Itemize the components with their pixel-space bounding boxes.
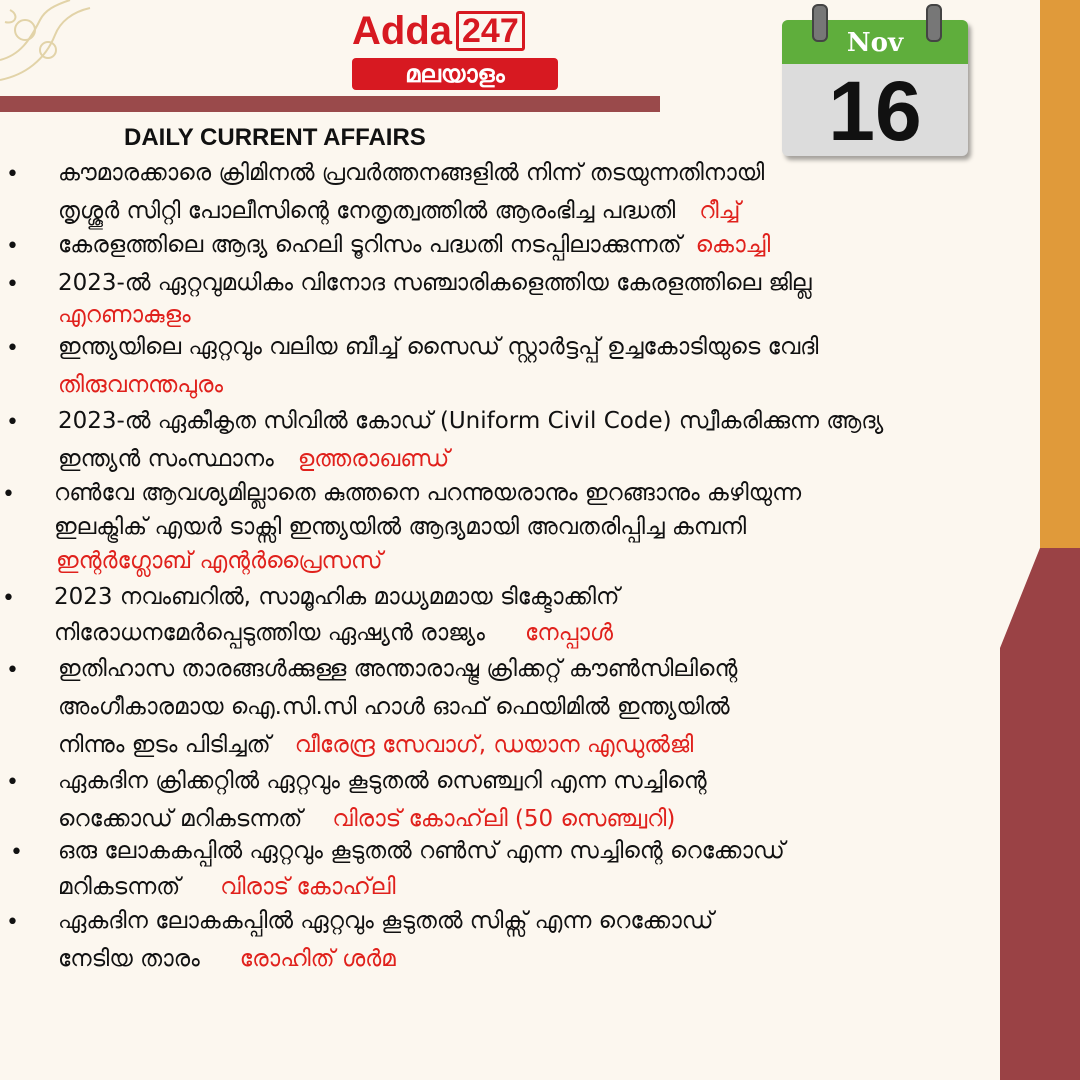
bullet: • <box>6 234 19 259</box>
question-line: അംഗീകാരമായ ഐ.സി.സി ഹാൾ ഓഫ് ഫെയിമിൽ ഇന്ത്യയിൽ <box>58 694 730 720</box>
question-text: നേടിയ താരം <box>58 946 200 972</box>
bullet: • <box>6 336 19 361</box>
calendar-month: Nov <box>782 20 968 64</box>
answer-text: നേപ്പാൾ <box>524 620 613 646</box>
question-text: ഇന്ത്യൻ സംസ്ഥാനം <box>58 446 274 472</box>
answer-text: ഉത്തരാഖണ്ഡ് <box>297 446 450 472</box>
question-line: ഇലക്ട്രിക് എയർ ടാക്സി ഇന്ത്യയിൽ ആദ്യമായി അവതരിപ്പിച്ച കമ്പനി <box>54 514 747 540</box>
question-line: ഇതിഹാസ താരങ്ങൾക്കുള്ള അന്താരാഷ്ട്ര ക്രിക്കറ്റ് കൗൺസിലിന്റെ <box>58 656 738 682</box>
calendar-icon <box>782 0 972 158</box>
question-text: റെക്കോഡ് മറികടന്നത് <box>58 806 303 832</box>
question-line <box>58 806 675 832</box>
question-line <box>58 446 449 472</box>
question-line: ഒരു ലോകകപ്പിൽ ഏറ്റവും കൂടുതൽ റൺസ് എന്ന സച്ചിന്റെ റെക്കോഡ് <box>58 838 785 864</box>
brand-language: മലയാളം <box>352 58 558 90</box>
bullet: • <box>2 482 15 507</box>
question-line: ഏകദിന ലോകകപ്പിൽ ഏറ്റവും കൂടുതൽ സിക്സ് എന്ന റെക്കോഡ് <box>58 908 714 934</box>
header-bar <box>0 96 660 112</box>
question-line: റൺവേ ആവശ്യമില്ലാതെ കുത്തനെ പറന്നുയരാനും ഇറങ്ങാനും കഴിയുന്ന <box>54 480 802 506</box>
question-line <box>58 232 770 258</box>
calendar-ring-right <box>926 4 942 42</box>
question-text: തൃശ്ശൂർ സിറ്റി പോലീസിന്റെ നേതൃത്വത്തിൽ ആരംഭിച്ച പദ്ധതി <box>58 198 676 224</box>
question-line: 2023-ൽ ഏകീകൃത സിവിൽ കോഡ് (Uniform Civil Code) സ്വീകരിക്കുന്ന ആദ്യ <box>58 408 884 434</box>
question-line <box>58 198 740 224</box>
question-text: മറികടന്നത് <box>58 874 181 900</box>
answer-text: കൊച്ചി <box>695 232 771 258</box>
answer-text: എറണാകുളം <box>58 302 191 328</box>
answer-text: രോഹിത് ശർമ <box>239 946 396 972</box>
bullet: • <box>6 658 19 683</box>
calendar-page <box>782 20 968 156</box>
brand-logo <box>352 8 560 88</box>
answer-text: റീച്ച് <box>699 198 741 224</box>
question-line: ഇന്ത്യയിലെ ഏറ്റവും വലിയ ബീച്ച് സൈഡ് സ്റ്റാർട്ടപ്പ് ഉച്ചകോടിയുടെ വേദി <box>58 334 819 360</box>
question-text: നിരോധനമേർപ്പെടുത്തിയ ഏഷ്യൻ രാജ്യം <box>54 620 485 646</box>
answer-text: വീരേന്ദ്ര സേവാഗ്, ഡയാന എഡുൽജി <box>294 732 694 758</box>
bullet: • <box>6 770 19 795</box>
brand-number: 247 <box>456 11 525 51</box>
question-line: 2023-ൽ ഏറ്റവുമധികം വിനോദ സഞ്ചാരികളെത്തിയ കേരളത്തിലെ ജില്ല <box>58 270 812 296</box>
right-wedge-fill <box>1000 648 1040 1080</box>
right-maroon-bar <box>1040 548 1080 1080</box>
bullet: • <box>10 840 23 865</box>
question-line <box>58 732 693 758</box>
bullet: • <box>6 162 19 187</box>
question-line: കൗമാരക്കാരെ ക്രിമിനൽ പ്രവർത്തനങ്ങളിൽ നിന്ന് തടയുന്നതിനായി <box>58 160 765 186</box>
question-line <box>58 874 395 900</box>
bullet: • <box>6 272 19 297</box>
answer-text: തിരുവനന്തപുരം <box>58 372 224 398</box>
question-text: നിന്നും ഇടം പിടിച്ചത് <box>58 732 271 758</box>
right-wedge <box>1000 548 1040 648</box>
bullet: • <box>2 586 15 611</box>
brand-name: Adda <box>352 8 452 53</box>
bullet: • <box>6 910 19 935</box>
answer-text: വിരാട് കോഹ്‌ലി (50 സെഞ്ച്വറി) <box>332 806 676 832</box>
question-line: ഏകദിന ക്രിക്കറ്റിൽ ഏറ്റവും കൂടുതൽ സെഞ്ച്വറി എന്ന സച്ചിന്റെ <box>58 768 707 794</box>
answer-text: ഇന്റർഗ്ലോബ് എന്റർപ്രൈസസ് <box>56 548 383 574</box>
question-line <box>58 946 396 972</box>
calendar-ring-left <box>812 4 828 42</box>
question-line <box>54 620 613 646</box>
corner-ornament <box>0 0 95 95</box>
page-title: DAILY CURRENT AFFAIRS <box>124 124 426 151</box>
question-line: 2023 നവംബറിൽ, സാമൂഹിക മാധ്യമമായ ടിക്ടോക്കിന് <box>54 584 620 610</box>
answer-text: വിരാട് കോഹ്‌ലി <box>220 874 396 900</box>
calendar-day: 16 <box>828 64 922 156</box>
bullet: • <box>6 410 19 435</box>
question-text: കേരളത്തിലെ ആദ്യ ഹെലി ടൂറിസം പദ്ധതി നടപ്പിലാക്കുന്നത് <box>58 232 682 258</box>
